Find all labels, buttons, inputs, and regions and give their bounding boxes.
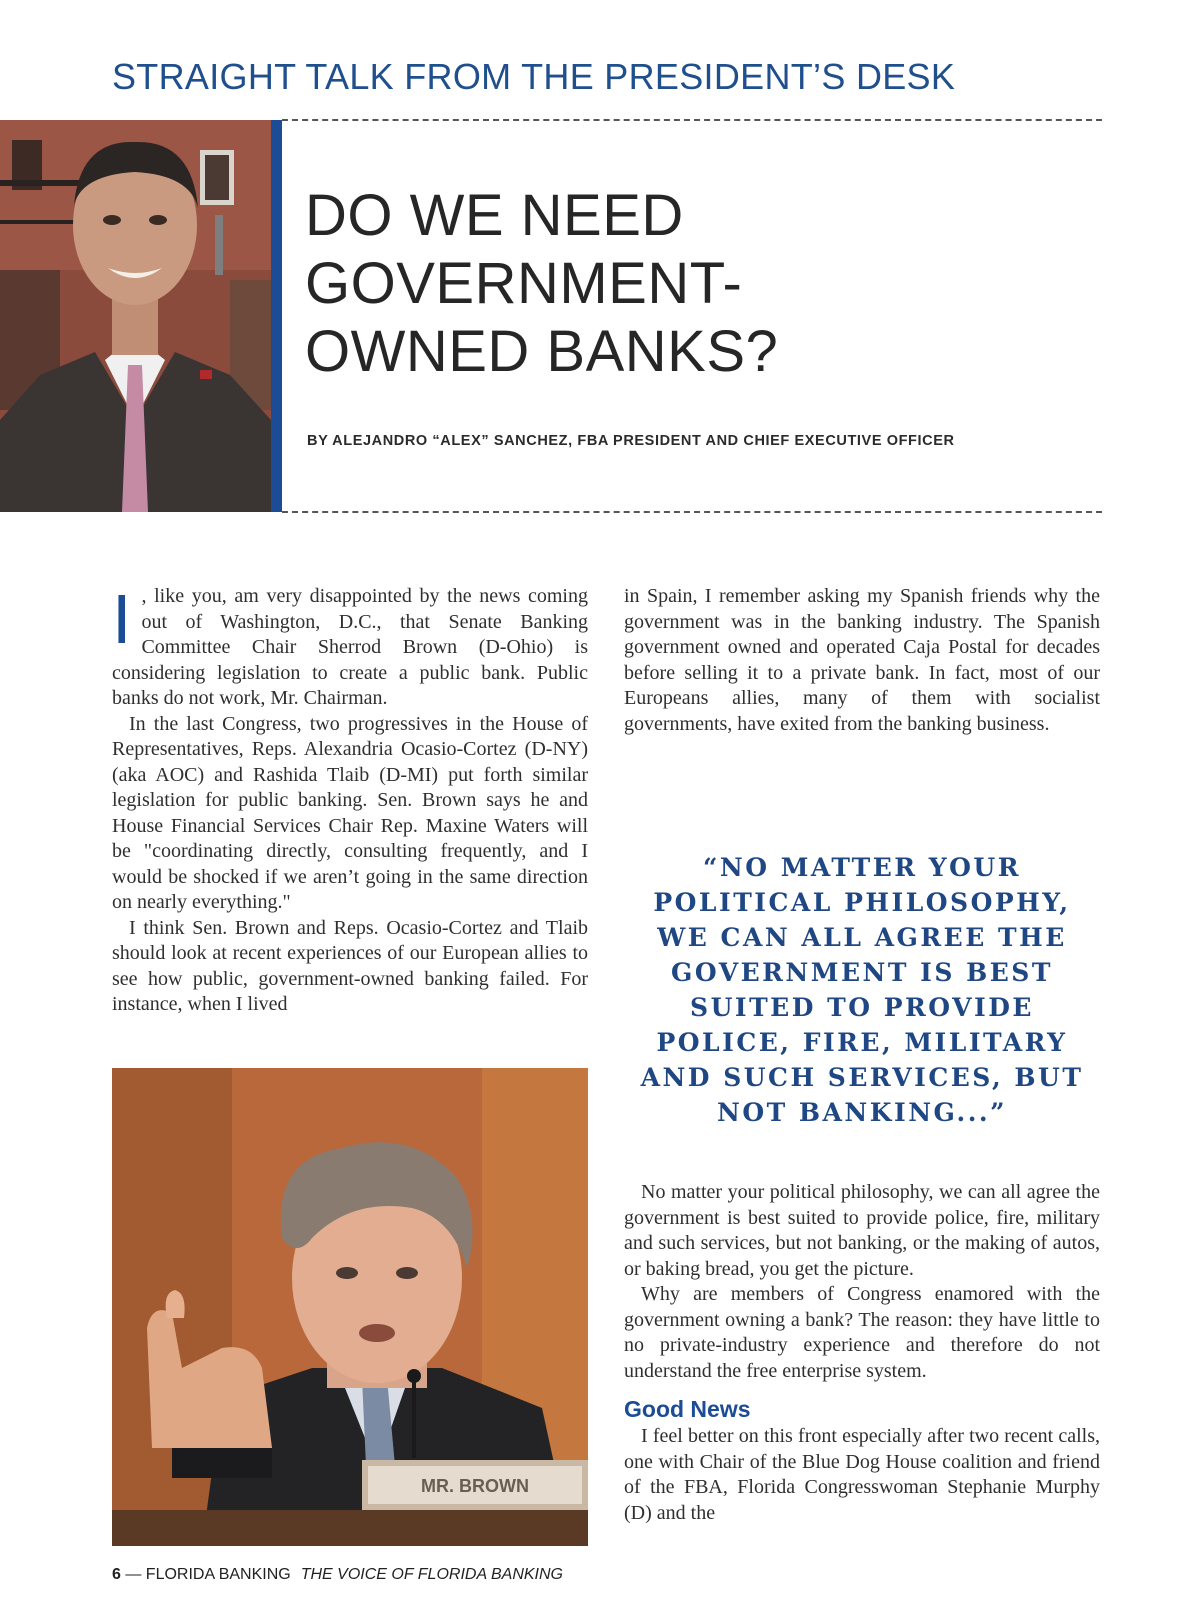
paragraph: In the last Congress, two progressives in the House of Representatives, Reps. Alexandria Ocasio-Cortez (D-NY) (aka AOC) and Rashida Tlaib (D-MI) put forth similar legislation for public banking. Sen. Brown says he and House Financial Services Chair Rep. Maxine Waters will be "coordinating directly, consulting frequently, and I would be shocked if we aren’t going in the same direction on nearly everything." (112, 712, 588, 913)
page-number: 6 (112, 1566, 121, 1583)
accent-vertical-bar (271, 120, 282, 512)
pull-quote: “NO MATTER YOUR POLITICAL PHILOSOPHY, WE CAN ALL AGREE THE GOVERNMENT IS BEST SUITED TO PROVIDE POLICE, FIRE, MILITARY AND SUCH SERVICES, BUT NOT BANKING...” (640, 853, 1084, 1127)
publication-tagline: THE VOICE OF FLORIDA BANKING (300, 1566, 563, 1583)
paragraph: No matter your political philosophy, we can all agree the government is best suited to provide police, fire, military and such services, but not banking, or the making of autos, or baking bread, you get the picture. (624, 1181, 1100, 1280)
nameplate-text: MR. BROWN (421, 1476, 529, 1496)
paragraph (112, 580, 588, 712)
paragraph: I think Sen. Brown and Reps. Ocasio-Cortez and Tlaib should look at recent experiences of our European allies to see how public, government-owned banking failed. For instance, when I lived (112, 916, 588, 1015)
body-column-2 (624, 584, 1100, 737)
page-footer (112, 1566, 563, 1584)
top-dashed-rule (282, 119, 1102, 121)
title-line-3: OWNED BANKS? (305, 319, 779, 384)
author-portrait-illustration (0, 120, 271, 512)
section-title: STRAIGHT TALK FROM THE PRESIDENT’S DESK (112, 56, 956, 97)
paragraph: Why are members of Congress enamored with the government owning a bank? The reason: they have little to no private-industry experience and therefore do not understand the free enterprise system. (624, 1283, 1100, 1382)
paragraph: in Spain, I remember asking my Spanish friends why the government was in the banking industry. The Spanish government owned and operated Caja Postal for decades before selling it to a private bank. In fact, most of our Europeans allies, many of them with socialist governments, have exited from the banking business. (624, 585, 1100, 735)
publication-name: FLORIDA BANKING (145, 1566, 291, 1583)
paragraph-text: , like you, am very disappointed by the news coming out of Washington, D.C., that Senate Banking Committee Chair Sherrod Brown (D-Ohio) is considering legislation to create a public bank. Public banks do not work, Mr. Chairman. (112, 585, 588, 709)
title-line-1: DO WE NEED (305, 183, 684, 248)
article-title (305, 182, 778, 386)
senator-photo (112, 1068, 588, 1546)
section-subhead: Good News (624, 1396, 751, 1422)
paragraph: I feel better on this front especially after two recent calls, one with Chair of the Blue Dog House coalition and friend of the FBA, Florida Congresswoman Stephanie Murphy (D) and the (624, 1425, 1100, 1524)
author-portrait-photo (0, 120, 271, 512)
drop-cap: I (112, 580, 132, 658)
bottom-dashed-rule (282, 511, 1102, 513)
senator-photo-illustration (112, 1068, 588, 1546)
body-column-1 (112, 580, 588, 1018)
body-column-3 (624, 1180, 1100, 1526)
article-byline: BY ALEJANDRO “ALEX” SANCHEZ, FBA PRESIDENT AND CHIEF EXECUTIVE OFFICER (307, 433, 955, 449)
title-line-2: GOVERNMENT- (305, 251, 743, 316)
footer-separator: — (120, 1566, 146, 1583)
